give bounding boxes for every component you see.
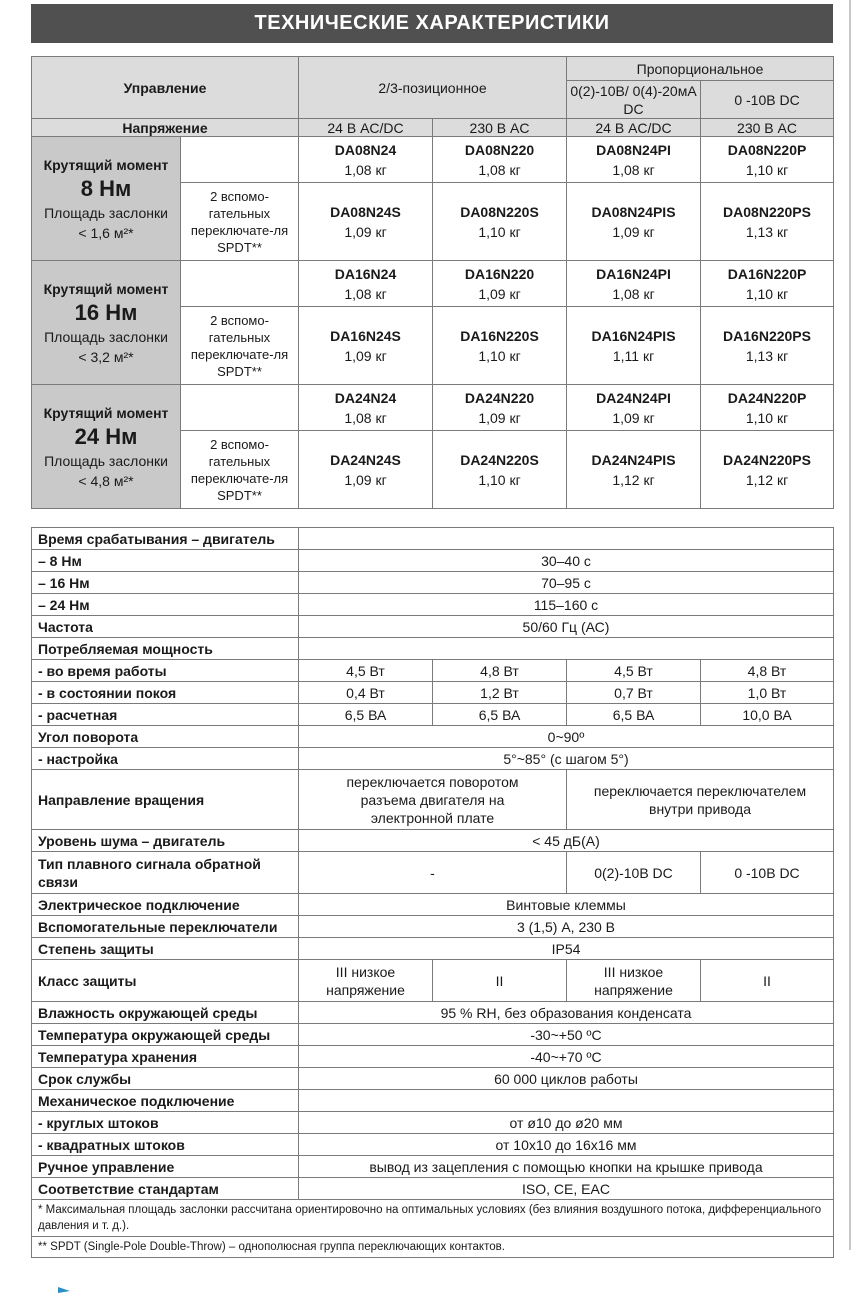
spec-value: 0,7 Вт: [567, 682, 701, 704]
aux-empty: [181, 137, 299, 183]
spec-value: II: [433, 960, 567, 1002]
torque-label: Крутящий момент: [43, 404, 169, 421]
models-table: [31, 56, 834, 509]
spec-label: Соответствие стандартам: [32, 1178, 299, 1200]
spec-label: Частота: [32, 616, 299, 638]
spec-label: Потребляемая мощность: [32, 638, 299, 660]
model-cell: DA24N220S 1,10 кг: [433, 431, 567, 509]
model-cell: DA16N220P 1,10 кг: [701, 261, 834, 307]
spec-label: – 24 Нм: [32, 594, 299, 616]
model-cell: DA08N24 1,08 кг: [299, 137, 433, 183]
spec-label: Влажность окружающей среды: [32, 1002, 299, 1024]
model-cell: DA24N24S 1,09 кг: [299, 431, 433, 509]
spec-value: -30~+50 ºС: [299, 1024, 834, 1046]
spec-value: 60 000 циклов работы: [299, 1068, 834, 1090]
torque-value: 24 Нм: [74, 423, 138, 449]
spec-label: - квадратных штоков: [32, 1134, 299, 1156]
spec-label: – 16 Нм: [32, 572, 299, 594]
aux-switch-label: 2 вспомо-гательных переключате-ля SPDT**: [181, 307, 299, 385]
model-cell: DA24N220 1,09 кг: [433, 385, 567, 431]
spec-label: - в состоянии покоя: [32, 682, 299, 704]
area-label: Площадь заслонки: [44, 452, 168, 469]
spec-label: Время срабатывания – двигатель: [32, 528, 299, 550]
spec-value: 10,0 ВА: [701, 704, 834, 726]
spec-value: 4,5 Вт: [567, 660, 701, 682]
model-cell: DA16N24 1,08 кг: [299, 261, 433, 307]
spec-value: 95 % RH, без образования конденсата: [299, 1002, 834, 1024]
area-value: < 3,2 м²*: [78, 348, 134, 365]
model-cell: DA08N220P 1,10 кг: [701, 137, 834, 183]
spec-value: -: [299, 852, 567, 894]
model-cell: DA16N220S 1,10 кг: [433, 307, 567, 385]
torque-label: Крутящий момент: [43, 280, 169, 297]
torque-value: 8 Нм: [80, 175, 132, 201]
spec-value: III низкое напряжение: [299, 960, 433, 1002]
spec-value: 6,5 ВА: [567, 704, 701, 726]
spec-value: от ø10 до ø20 мм: [299, 1112, 834, 1134]
voltage-header: Напряжение: [32, 119, 299, 137]
spec-label: Электрическое подключение: [32, 894, 299, 916]
area-value: < 1,6 м²*: [78, 224, 134, 241]
spec-value: 6,5 ВА: [433, 704, 567, 726]
spec-label: Температура хранения: [32, 1046, 299, 1068]
spec-value: переключается поворотом разъема двигателя на электронной плате: [299, 770, 567, 830]
spec-label: Ручное управление: [32, 1156, 299, 1178]
area-label: Площадь заслонки: [44, 204, 168, 221]
spec-value: 50/60 Гц (АС): [299, 616, 834, 638]
model-cell: DA08N220S 1,10 кг: [433, 183, 567, 261]
spec-label: - круглых штоков: [32, 1112, 299, 1134]
model-cell: DA24N220P 1,10 кг: [701, 385, 834, 431]
spec-label: Вспомогательные переключатели: [32, 916, 299, 938]
specs-table: [31, 527, 834, 1258]
model-cell: DA24N220PS 1,12 кг: [701, 431, 834, 509]
spec-label: Механическое подключение: [32, 1090, 299, 1112]
model-cell: DA16N24S 1,09 кг: [299, 307, 433, 385]
footnote-spdt: ** SPDT (Single-Pole Double-Throw) – однополюсная группа переключающих контактов.: [32, 1237, 834, 1258]
model-cell: DA08N24PI 1,08 кг: [567, 137, 701, 183]
model-cell: DA16N24PIS 1,11 кг: [567, 307, 701, 385]
model-cell: DA08N220PS 1,13 кг: [701, 183, 834, 261]
voltage-cell: 24 В AC/DC: [299, 119, 433, 137]
spec-value: < 45 дБ(А): [299, 830, 834, 852]
spec-label: - расчетная: [32, 704, 299, 726]
aux-empty: [181, 261, 299, 307]
spec-value: 4,8 Вт: [433, 660, 567, 682]
spec-value: от 10х10 до 16х16 мм: [299, 1134, 834, 1156]
spec-label: - во время работы: [32, 660, 299, 682]
torque-group-8: [32, 137, 181, 261]
torque-label: Крутящий момент: [43, 156, 169, 173]
spec-value: [299, 528, 834, 550]
spec-value: IP54: [299, 938, 834, 960]
spec-value: 5°~85° (с шагом 5°): [299, 748, 834, 770]
spec-value: 3 (1,5) А, 230 В: [299, 916, 834, 938]
spec-label: Уровень шума – двигатель: [32, 830, 299, 852]
model-cell: DA24N24PI 1,09 кг: [567, 385, 701, 431]
spec-label: Температура окружающей среды: [32, 1024, 299, 1046]
spec-value: Винтовые клеммы: [299, 894, 834, 916]
spec-value: 1,0 Вт: [701, 682, 834, 704]
model-cell: DA08N24S 1,09 кг: [299, 183, 433, 261]
model-cell: DA24N24PIS 1,12 кг: [567, 431, 701, 509]
spec-value: 115–160 с: [299, 594, 834, 616]
model-cell: DA16N24PI 1,08 кг: [567, 261, 701, 307]
spec-label: - настройка: [32, 748, 299, 770]
spec-value: [299, 1090, 834, 1112]
torque-group-24: [32, 385, 181, 509]
spec-value: 0~90º: [299, 726, 834, 748]
prop-signal-2: 0 -10В DC: [701, 81, 834, 119]
footnote-area: * Максимальная площадь заслонки рассчитана ориентировочно на оптимальных условиях (без влияния воздушного потока, дифференциального давления и т. д.).: [32, 1200, 834, 1237]
spec-value: -40~+70 ºС: [299, 1046, 834, 1068]
voltage-cell: 24 В AC/DC: [567, 119, 701, 137]
aux-switch-label: 2 вспомо-гательных переключате-ля SPDT**: [181, 183, 299, 261]
model-cell: DA24N24 1,08 кг: [299, 385, 433, 431]
spec-value: [299, 638, 834, 660]
spec-value: 0 -10В DC: [701, 852, 834, 894]
spec-value: III низкое напряжение: [567, 960, 701, 1002]
spec-label: Направление вращения: [32, 770, 299, 830]
spec-value: 0(2)-10В DC: [567, 852, 701, 894]
spec-label: Срок службы: [32, 1068, 299, 1090]
proportional-header: Пропорциональное: [567, 57, 834, 81]
spec-label: Угол поворота: [32, 726, 299, 748]
control-header: Управление: [32, 57, 299, 119]
area-label: Площадь заслонки: [44, 328, 168, 345]
model-cell: DA16N220 1,09 кг: [433, 261, 567, 307]
model-cell: DA08N220 1,08 кг: [433, 137, 567, 183]
spec-value: 70–95 с: [299, 572, 834, 594]
spec-value: ISO, CE, EAC: [299, 1178, 834, 1200]
area-value: < 4,8 м²*: [78, 472, 134, 489]
spec-value: II: [701, 960, 834, 1002]
spec-value: 0,4 Вт: [299, 682, 433, 704]
aux-switch-label: 2 вспомо-гательных переключате-ля SPDT**: [181, 431, 299, 509]
spec-label: Класс защиты: [32, 960, 299, 1002]
model-cell: DA08N24PIS 1,09 кг: [567, 183, 701, 261]
aux-empty: [181, 385, 299, 431]
spec-value: переключается переключателем внутри привода: [567, 770, 834, 830]
torque-value: 16 Нм: [74, 299, 138, 325]
model-cell: DA16N220PS 1,13 кг: [701, 307, 834, 385]
page-title: ТЕХНИЧЕСКИЕ ХАРАКТЕРИСТИКИ: [31, 4, 833, 43]
spec-label: Тип плавного сигнала обратной связи: [32, 852, 299, 894]
spec-label: – 8 Нм: [32, 550, 299, 572]
spec-label: Степень защиты: [32, 938, 299, 960]
spec-value: 4,5 Вт: [299, 660, 433, 682]
spec-value: 1,2 Вт: [433, 682, 567, 704]
accent-arrow-icon: [58, 1287, 70, 1293]
spec-value: вывод из зацепления с помощью кнопки на крышке привода: [299, 1156, 834, 1178]
voltage-cell: 230 В AC: [701, 119, 834, 137]
voltage-cell: 230 В AC: [433, 119, 567, 137]
torque-group-16: [32, 261, 181, 385]
spec-value: 6,5 ВА: [299, 704, 433, 726]
spec-value: 4,8 Вт: [701, 660, 834, 682]
spec-value: 30–40 с: [299, 550, 834, 572]
prop-signal-1: 0(2)-10В/ 0(4)-20мА DC: [567, 81, 701, 119]
positional-header: 2/3-позиционное: [299, 57, 567, 119]
